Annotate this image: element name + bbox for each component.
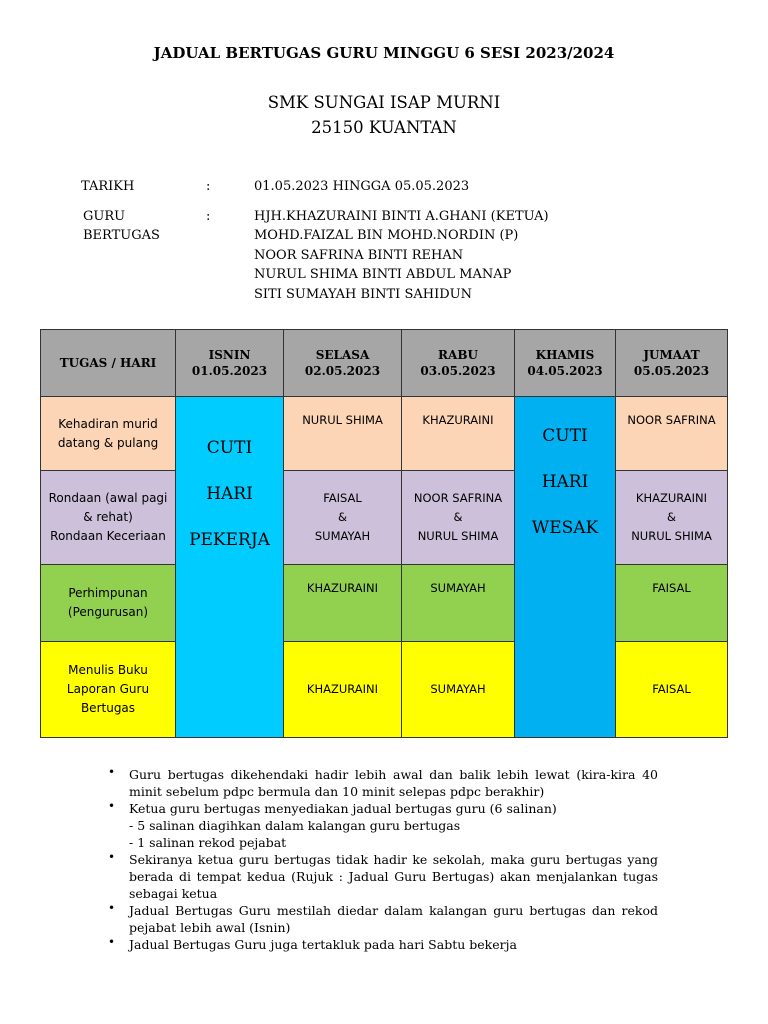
date-value: 01.05.2023 HINGGA 05.05.2023 [254, 179, 470, 194]
bullet-icon: • [108, 901, 116, 915]
teacher-4: NURUL SHIMA BINTI ABDUL MANAP [254, 267, 512, 282]
duty-cell: SUMAYAH [402, 642, 515, 738]
header-corner: TUGAS / HARI [41, 330, 176, 397]
task-cell: Rondaan (awal pagi & rehat) Rondaan Keceriaan [41, 471, 176, 565]
duty-cell: FAISAL & SUMAYAH [284, 471, 402, 565]
school-address: 25150 KUANTAN [311, 118, 457, 137]
list-item: • Guru bertugas dikehendaki hadir lebih awal dan balik lebih lewat (kira-kira 40 minit sebelum pdpc bermula dan 10 minit selepas pdpc berakhir) [108, 765, 658, 799]
header-rabu: RABU 03.05.2023 [402, 330, 515, 397]
date-colon: : [206, 179, 211, 194]
header-selasa: SELASA 02.05.2023 [284, 330, 402, 397]
list-item: • Ketua guru bertugas menyediakan jadual bertugas guru (6 salinan) - 5 salinan diagihkan dalam kalangan guru bertugas - 1 salinan rekod pejabat [108, 800, 658, 851]
header-jumaat: JUMAAT 05.05.2023 [616, 330, 728, 397]
table-row [41, 471, 728, 565]
sub-item: - 1 salinan rekod pejabat [129, 835, 287, 850]
school-name: SMK SUNGAI ISAP MURNI [267, 93, 501, 112]
table-header-row [41, 330, 728, 397]
bullet-icon: • [108, 935, 116, 949]
duty-cell: FAISAL [616, 565, 728, 642]
duty-cell: NOOR SAFRINA & NURUL SHIMA [402, 471, 515, 565]
notes-list [108, 766, 658, 953]
task-cell: Menulis Buku Laporan Guru Bertugas [41, 642, 176, 738]
sub-item: - 5 salinan diagihkan dalam kalangan guru bertugas [129, 818, 461, 833]
duty-cell: NOOR SAFRINA [616, 397, 728, 471]
task-cell: Perhimpunan (Pengurusan) [41, 565, 176, 642]
table-row [41, 565, 728, 642]
teacher-2: MOHD.FAIZAL BIN MOHD.NORDIN (P) [254, 228, 519, 243]
duty-cell: KHAZURAINI [402, 397, 515, 471]
teachers-label: GURU BERTUGAS [83, 208, 160, 243]
holiday-cell-thursday: CUTI HARI WESAK [515, 397, 616, 738]
school-header [0, 90, 768, 140]
duty-cell: KHAZURAINI & NURUL SHIMA [616, 471, 728, 565]
duty-cell: KHAZURAINI [284, 642, 402, 738]
duty-cell: SUMAYAH [402, 565, 515, 642]
task-cell: Kehadiran murid datang & pulang [41, 397, 176, 471]
table-row [41, 642, 728, 738]
teacher-5: SITI SUMAYAH BINTI SAHIDUN [254, 286, 472, 302]
duty-cell: NURUL SHIMA [284, 397, 402, 471]
table-row [41, 397, 728, 471]
bullet-icon: • [108, 765, 116, 779]
teachers-list [254, 207, 549, 305]
holiday-cell-monday: CUTI HARI PEKERJA [176, 397, 284, 738]
duty-cell: KHAZURAINI [284, 565, 402, 642]
list-item: • Jadual Bertugas Guru mestilah diedar dalam kalangan guru bertugas dan rekod pejabat lebih awal (Isnin) [108, 901, 658, 935]
bullet-icon: • [108, 799, 116, 813]
duty-cell: FAISAL [616, 642, 728, 738]
header-isnin: ISNIN 01.05.2023 [176, 330, 284, 397]
date-label: TARIKH [81, 179, 135, 194]
teacher-1: HJH.KHAZURAINI BINTI A.GHANI (KETUA) [254, 208, 549, 224]
list-item: • Sekiranya ketua guru bertugas tidak hadir ke sekolah, maka guru bertugas yang berada di tempat kedua (Rujuk : Jadual Guru Bertugas) akan menjalankan tugas sebagai ketua [108, 850, 658, 901]
teachers-colon: : [206, 208, 211, 224]
header-khamis: KHAMIS 04.05.2023 [515, 330, 616, 397]
document-title: JADUAL BERTUGAS GURU MINGGU 6 SESI 2023/2024 [153, 44, 615, 62]
teacher-3: NOOR SAFRINA BINTI REHAN [254, 247, 464, 263]
bullet-icon: • [108, 850, 116, 864]
duty-roster-table [40, 329, 728, 738]
list-item: • Jadual Bertugas Guru juga tertakluk pada hari Sabtu bekerja [108, 935, 517, 952]
